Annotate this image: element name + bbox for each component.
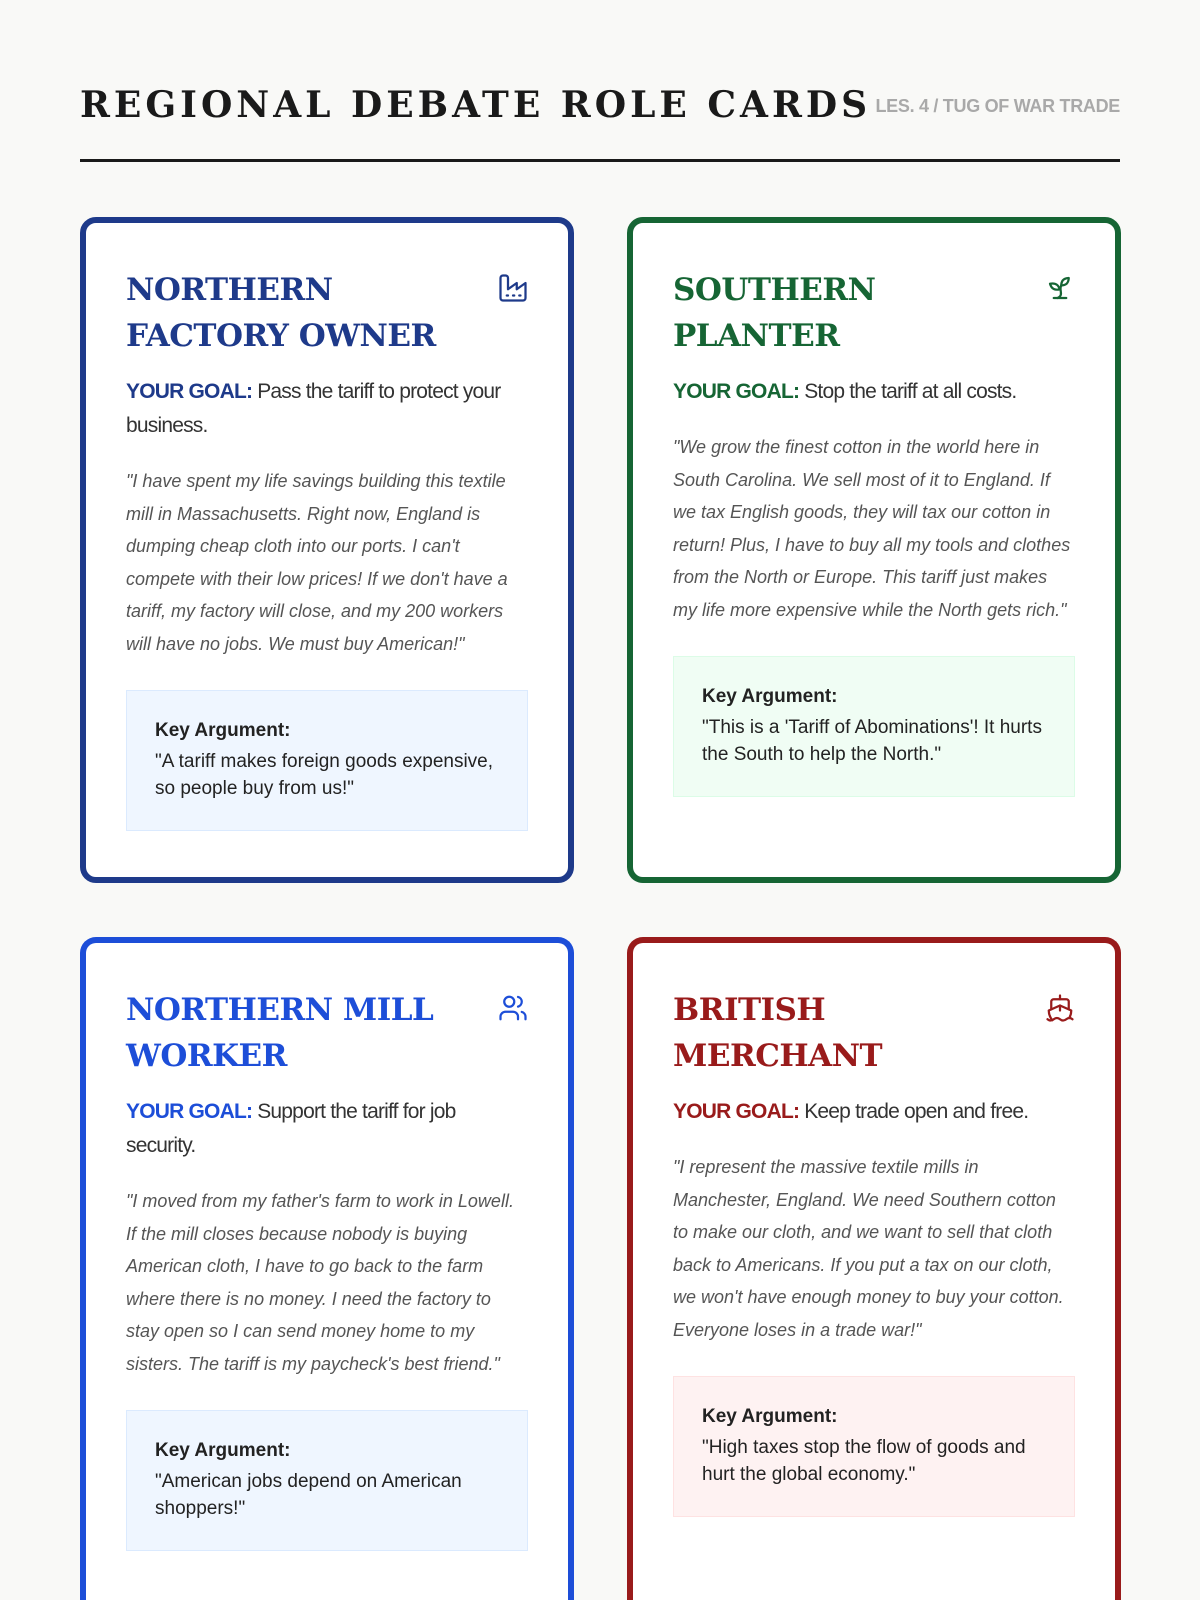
key-argument-text: "American jobs depend on American shoppers!" <box>155 1471 462 1519</box>
key-argument-box <box>126 1410 528 1551</box>
key-argument-label: Key Argument: <box>702 1406 838 1427</box>
goal-text <box>126 1095 528 1163</box>
role-quote: "We grow the finest cotton in the world here in South Carolina. We sell most of it to England. If we tax English goods, they will tax our cotton in return! Plus, I have to buy all my tools and clothes from the North or Europe. This tariff just makes my life more expensive while the North gets rich." <box>673 437 1071 620</box>
goal-text <box>673 1095 1075 1129</box>
key-argument-label: Key Argument: <box>155 1440 291 1461</box>
card-title: NORTHERN MILL WORKER <box>126 992 434 1074</box>
key-argument-box <box>126 690 528 831</box>
goal-description: Support the tariff for job security. <box>126 1100 456 1157</box>
goal-text <box>126 375 528 443</box>
card-header <box>673 987 1075 1079</box>
role-quote: "I represent the massive textile mills in Manchester, England. We need Southern cotton to make our cloth, and we want to sell that cloth back to Americans. If you put a tax on our cloth, we won't have enough money to buy your cotton. Everyone loses in a trade war!" <box>673 1157 1064 1340</box>
lesson-tag: LES. 4 / TUG OF WAR TRADE <box>875 96 1120 116</box>
users-icon <box>498 993 528 1023</box>
factory-icon <box>498 273 528 303</box>
key-argument-text: "This is a 'Tariff of Abominations'! It hurts the South to help the North." <box>702 717 1042 765</box>
role-card-southern-planter <box>627 217 1121 883</box>
role-card-northern-factory-owner <box>80 217 574 883</box>
role-quote: "I have spent my life savings building this textile mill in Massachusetts. Right now, England is dumping cheap cloth into our ports. I can't compete with their low prices! If we don't have a tariff, my factory will close, and my 200 workers will have no jobs. We must buy American!" <box>126 471 508 654</box>
ship-icon <box>1045 993 1075 1023</box>
goal-label: YOUR GOAL: <box>126 380 253 403</box>
goal-text <box>673 375 1075 409</box>
card-header <box>126 267 528 359</box>
goal-description: Stop the tariff at all costs. <box>804 380 1017 403</box>
page-header <box>80 84 1120 162</box>
role-card-british-merchant <box>627 937 1121 1600</box>
sprout-icon <box>1045 273 1075 303</box>
key-argument-box <box>673 1376 1075 1517</box>
card-title: BRITISH MERCHANT <box>673 992 883 1074</box>
role-card-northern-mill-worker <box>80 937 574 1600</box>
goal-label: YOUR GOAL: <box>126 1100 253 1123</box>
card-header <box>126 987 528 1079</box>
card-title: SOUTHERN PLANTER <box>673 272 876 354</box>
key-argument-text: "High taxes stop the flow of goods and hurt the global economy." <box>702 1437 1026 1485</box>
goal-label: YOUR GOAL: <box>673 380 800 403</box>
card-title: NORTHERN FACTORY OWNER <box>126 272 436 354</box>
goal-description: Keep trade open and free. <box>804 1100 1029 1123</box>
key-argument-text: "A tariff makes foreign goods expensive, so people buy from us!" <box>155 751 494 799</box>
page-title: REGIONAL DEBATE ROLE CARDS <box>80 84 872 126</box>
role-quote: "I moved from my father's farm to work in Lowell. If the mill closes because nobody is buying American cloth, I have to go back to the farm where there is no money. I need the factory to stay open so I can send money home to my sisters. The tariff is my paycheck's best friend." <box>126 1191 514 1374</box>
key-argument-label: Key Argument: <box>155 720 291 741</box>
goal-description: Pass the tariff to protect your business. <box>126 380 501 437</box>
card-header <box>673 267 1075 359</box>
key-argument-label: Key Argument: <box>702 686 838 707</box>
goal-label: YOUR GOAL: <box>673 1100 800 1123</box>
key-argument-box <box>673 656 1075 797</box>
